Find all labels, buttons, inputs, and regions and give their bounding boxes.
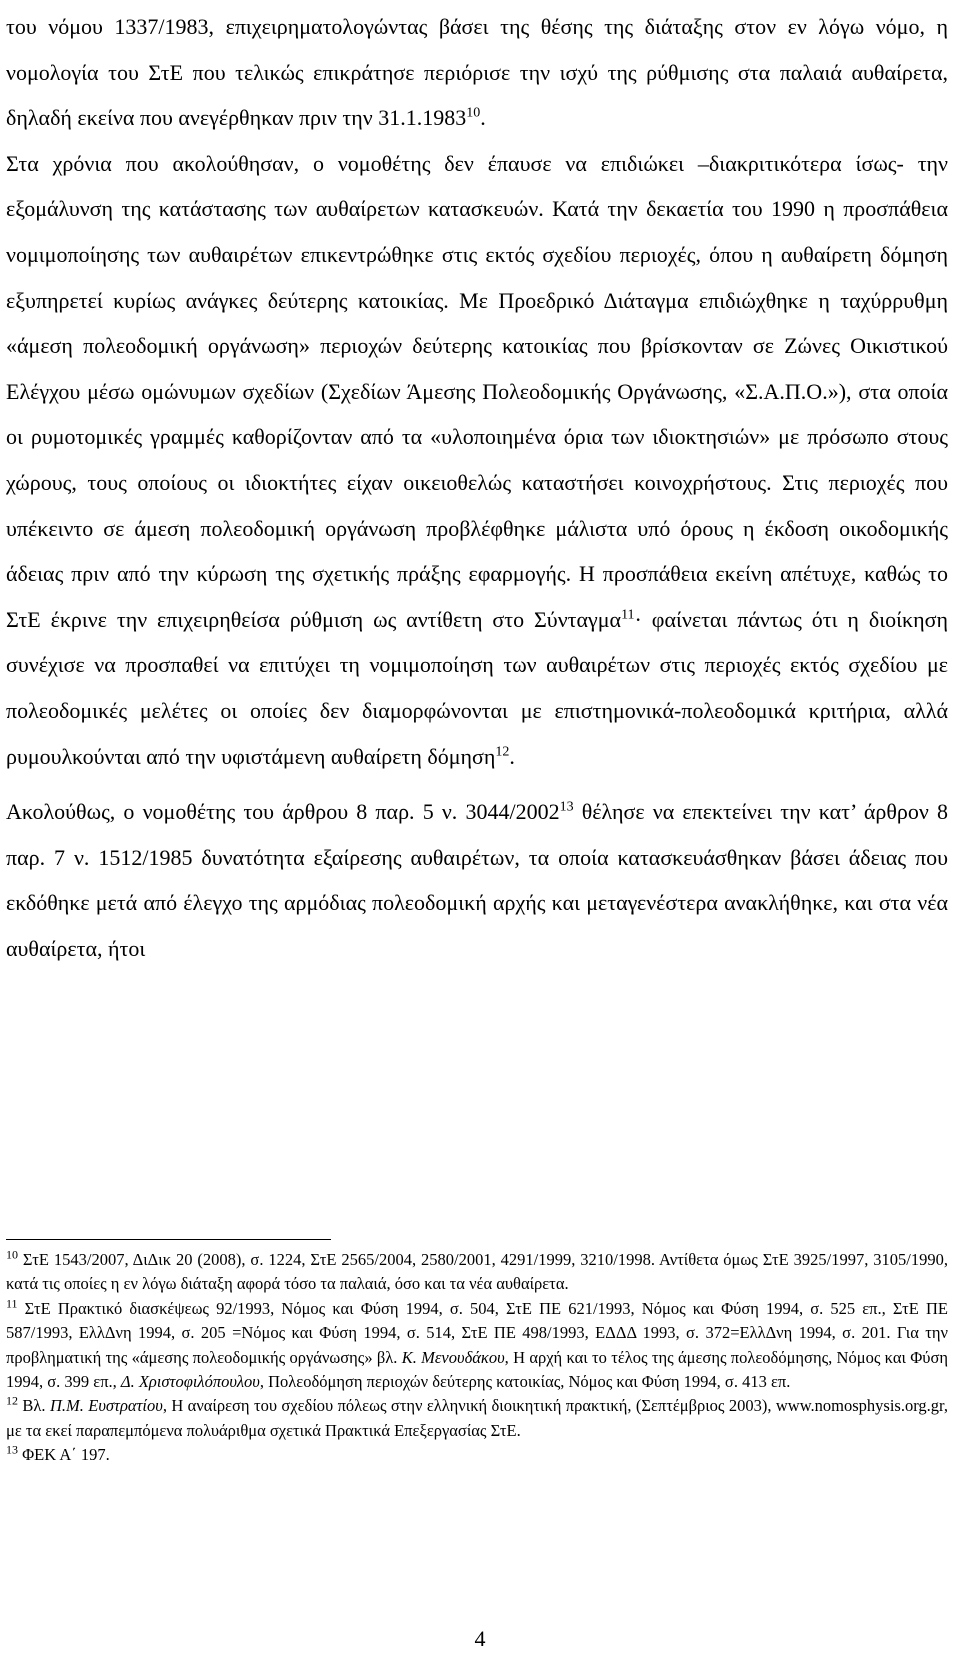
footnote-ref-13: 13	[559, 799, 574, 815]
footnote-ref-11: 11	[621, 607, 635, 623]
footnote-ref-10: 10	[466, 105, 481, 121]
paragraph-1	[6, 4, 948, 141]
footnote-author: Κ. Μενουδάκου	[401, 1347, 505, 1367]
footnote-text: ΦΕΚ Α΄ 197.	[18, 1445, 110, 1465]
footnote-number: 11	[6, 1296, 18, 1311]
footnote-author: Π.Μ. Ευστρατίου	[49, 1396, 163, 1416]
footnote-number: 13	[6, 1442, 18, 1457]
paragraph-2-text-b: · φαίνεται πάντως ότι η διοίκηση συνέχισε να προσπαθεί να επιτύχει τη νομιμοποίηση των αυθαιρέτων στις περιοχές εκτός σχεδίου με πολεοδομικές μελέτες οι οποίες δεν διαμορφώνονται με επιστημονικά-πολεοδομικά κριτήρια, αλλά ρυμουλκούνται από την υφιστάμενη αυθαίρετη δόμηση	[6, 606, 948, 769]
footnote-11	[6, 1297, 948, 1395]
paragraph-3-text-b: θέλησε να επεκτείνει την κατ’ άρθρον 8 παρ. 7 ν. 1512/1985 δυνατότητα εξαίρεσης αυθαιρέτων, τα οποία κατασκευάσθηκαν βάσει άδειας που εκδόθηκε μετά από έλεγχο της αρμόδιας πολεοδομική αρχής και μεταγενέστερα ανακλήθηκε, και στα νέα αυθαίρετα, ήτοι	[6, 799, 948, 961]
footnotes	[6, 1248, 948, 1468]
footnote-number: 12	[6, 1393, 18, 1408]
footnote-number: 10	[6, 1247, 18, 1262]
paragraph-1-end: .	[480, 105, 486, 131]
page-number: 4	[474, 1626, 486, 1651]
footnote-text: ΣτΕ 1543/2007, ΔιΔικ 20 (2008), σ. 1224, ΣτΕ 2565/2004, 2580/2001, 4291/1999, 3210/1998. Αντίθετα όμως ΣτΕ 3925/1997, 3105/1990, κατά τις οποίες η εν λόγω διάταξη αφορά τόσο τα παλαιά, όσο και τα νέα αυθαίρετα.	[6, 1250, 948, 1294]
footnote-separator	[6, 1239, 331, 1240]
footnote-text: , Η αναίρεση του σχεδίου πόλεως στην ελληνική διοικητική πρακτική, (Σεπτέμβριος 2003), www.nomosphysis.org.gr, με τα εκεί παραπεμπόμενα πολυάριθμα σχετικά Πρακτικά Επεξεργασίας ΣτΕ.	[6, 1396, 949, 1440]
footnote-10	[6, 1248, 948, 1297]
footnote-13	[6, 1443, 948, 1467]
main-text	[6, 4, 948, 971]
paragraph-2	[6, 141, 948, 779]
paragraph-2-text-a: Στα χρόνια που ακολούθησαν, ο νομοθέτης δεν έπαυσε να επιδιώκει –διακριτικότερα ίσως- την εξομάλυνση της κατάστασης των αυθαίρετων κατασκευών. Κατά την δεκαετία του 1990 η προσπάθεια νομιμοποίησης των αυθαιρέτων επικεντρώθηκε στις εκτός σχεδίου περιοχές, όπου η αυθαίρετη δόμηση εξυπηρετεί κυρίως ανάγκες δεύτερης κατοικίας. Με Προεδρικό Διάταγμα επιδιώχθηκε η ταχύρρυθμη «άμεση πολεοδομική οργάνωση» περιοχών δεύτερης κατοικίας που βρίσκονταν σε Ζώνες Οικιστικού Ελέγχου μέσω ομώνυμων σχεδίων (Σχεδίων Άμεσης Πολεοδομικής Οργάνωσης, «Σ.Α.Π.Ο.»), στα οποία οι ρυμοτομικές γραμμές καθορίζονταν από τα «υλοποιημένα όρια των ιδιοκτησιών» με πρόσωπο στους χώρους, τους οποίους οι ιδιοκτήτες είχαν οικειοθελώς καταστήσει κοινοχρήστους. Στις περιοχές που υπέκειντο σε άμεση πολεοδομική οργάνωση προβλέφθηκε μάλιστα υπό όρους η έκδοση οικοδομικής άδειας πριν από την κύρωση της σχετικής πράξης εφαρμογής. Η προσπάθεια εκείνη απέτυχε, καθώς το ΣτΕ έκρινε την επιχειρηθείσα ρύθμιση ως αντίθετη στο Σύνταγμα	[6, 150, 948, 632]
footnote-author: Δ. Χριστοφιλόπουλου	[120, 1372, 260, 1392]
paragraph-2-end: .	[509, 743, 515, 769]
footnote-12	[6, 1394, 948, 1443]
footnote-text: , Πολεοδόμηση περιοχών δεύτερης κατοικίας, Νόμος και Φύση 1994, σ. 413 επ.	[259, 1372, 791, 1392]
paragraph-3-text-a: Ακολούθως, ο νομοθέτης του άρθρου 8 παρ. 5 ν. 3044/2002	[6, 799, 560, 825]
footnote-text: , Η αρχή και το τέλος της άμεσης πολεοδόμησης, Νόμος και Φύση 1994, σ. 399 επ.,	[6, 1347, 948, 1392]
footnote-text: Βλ.	[18, 1396, 50, 1416]
paragraph-1-text: του νόμου 1337/1983, επιχειρηματολογώντας βάσει της θέσης της διάταξης στον εν λόγω νόμο, η νομολογία του ΣτΕ που τελικώς επικράτησε περιόρισε την ισχύ της ρύθμισης στα παλαιά αυθαίρετα, δηλαδή εκείνα που ανεγέρθηκαν πριν την 31.1.1983	[6, 14, 948, 131]
footnote-text: ΣτΕ Πρακτικό διασκέψεως 92/1993, Νόμος και Φύση 1994, σ. 504, ΣτΕ ΠΕ 621/1993, Νόμος και Φύση 1994, σ. 525 επ., ΣτΕ ΠΕ 587/1993, ΕλλΔνη 1994, σ. 205 =Νόμος και Φύση 1994, σ. 514, ΣτΕ ΠΕ 498/1993, ΕΔΔΔ 1993, σ. 372=ΕλλΔνη 1994, σ. 201. Για την προβληματική της «άμεσης πολεοδομικής οργάνωσης» βλ.	[6, 1298, 948, 1367]
paragraph-3	[6, 789, 948, 971]
footnote-ref-12: 12	[495, 744, 510, 760]
